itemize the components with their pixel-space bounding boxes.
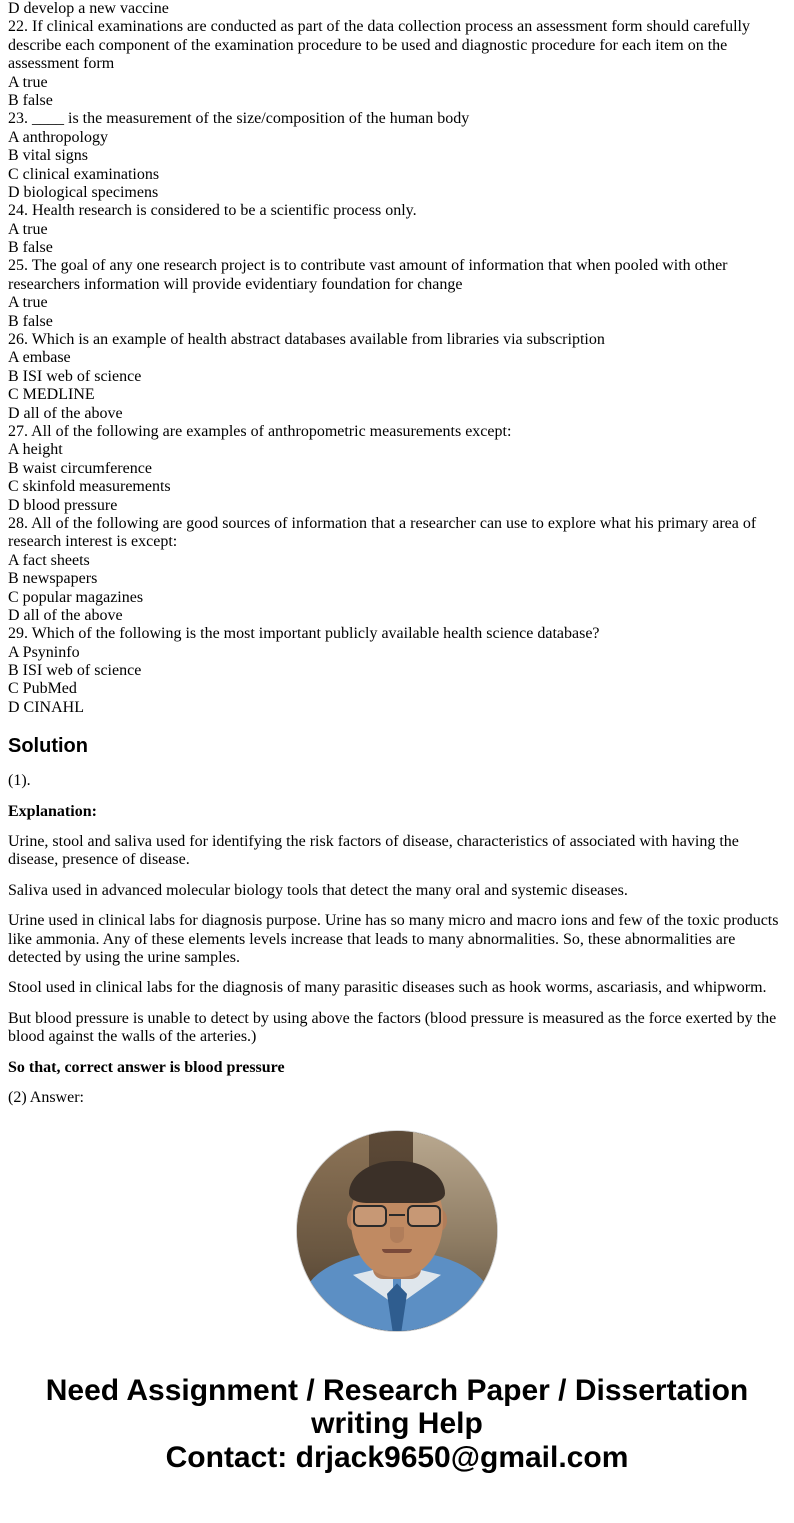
answer-label-1: (1). — [8, 772, 31, 790]
explanation-paragraph: Urine, stool and saliva used for identifying the risk factors of disease, characteristics of associated with having the disease, presence of disease. — [8, 833, 739, 869]
footer-line-1: Need Assignment / Research Paper / Dissertation — [45, 1374, 749, 1408]
option-line: A embase — [8, 349, 71, 367]
question-block-27 — [8, 423, 786, 515]
option-line: A height — [8, 441, 63, 459]
question-text: 25. The goal of any one research project is to contribute vast amount of information that when pooled with other researchers information will provide evidentiary foundation for change — [8, 257, 728, 293]
question-block-23 — [8, 110, 786, 202]
answer-label-2: (2) Answer: — [8, 1088, 84, 1106]
lens-right — [407, 1205, 441, 1227]
question-block-29 — [8, 625, 786, 717]
option-line: A fact sheets — [8, 551, 90, 569]
option-line: B false — [8, 312, 53, 330]
question-text: 22. If clinical examinations are conducted as part of the data collection process an assessment form should carefully describe each component of the examination procedure to be used and diagnostic procedure for each item on the assessment form — [8, 18, 750, 73]
option-line: B waist circumference — [8, 459, 152, 477]
option-line: C MEDLINE — [8, 386, 95, 404]
question-block-28 — [8, 515, 786, 625]
question-block-22 — [8, 18, 786, 110]
option-line: D all of the above — [8, 606, 123, 624]
option-line: B false — [8, 239, 53, 257]
option-line: A anthropology — [8, 128, 108, 146]
explanation-paragraph: Stool used in clinical labs for the diagnosis of many parasitic diseases such as hook worms, ascariasis, and whipworm. — [8, 979, 767, 997]
option-line: D blood pressure — [8, 496, 118, 514]
footer-line-2: writing Help — [311, 1406, 483, 1440]
question-block-partial — [8, 0, 786, 18]
mouth-shape — [382, 1249, 412, 1253]
avatar — [297, 1131, 497, 1331]
option-line: C skinfold measurements — [8, 478, 171, 496]
option-line: A true — [8, 220, 48, 238]
explanation-paragraph: Urine used in clinical labs for diagnosis purpose. Urine has so many micro and macro ions and few of the toxic products like ammonia. Any of these elements levels increase that leads to many abnormalities. So, these abnormalities are detected by using the urine samples. — [8, 912, 779, 966]
nose-shape — [390, 1227, 404, 1243]
footer-contact: Contact: drjack9650@gmail.com — [165, 1441, 629, 1475]
explanation-paragraph: But blood pressure is unable to detect by using above the factors (blood pressure is measured as the force exerted by the blood against the walls of the arteries.) — [8, 1009, 777, 1046]
question-text: 26. Which is an example of health abstract databases available from libraries via subscription — [8, 331, 605, 349]
option-line: C PubMed — [8, 680, 77, 698]
conclusion-text: So that, correct answer is blood pressure — [8, 1058, 285, 1076]
option-line: D CINAHL — [8, 698, 84, 716]
explanation-label: Explanation: — [8, 802, 97, 820]
solution-heading: Solution — [8, 735, 88, 758]
option-line: C popular magazines — [8, 588, 144, 606]
option-line: D all of the above — [8, 404, 123, 422]
option-line: A true — [8, 294, 48, 312]
option-line: A true — [8, 73, 48, 91]
question-block-24 — [8, 202, 786, 257]
option-line: C clinical examinations — [8, 165, 160, 183]
footer-cta — [8, 1375, 786, 1494]
glasses-icon — [353, 1205, 441, 1229]
question-text: 29. Which of the following is the most important publicly available health science database? — [8, 625, 600, 643]
option-line: B ISI web of science — [8, 367, 142, 385]
question-text: 28. All of the following are good sources of information that a researcher can use to explore what his primary area of research interest is except: — [8, 514, 757, 551]
question-block-25 — [8, 257, 786, 331]
option-line: B ISI web of science — [8, 662, 142, 680]
option-line: D biological specimens — [8, 183, 159, 201]
question-text: 23. ____ is the measurement of the size/composition of the human body — [8, 110, 470, 128]
option-line: B false — [8, 91, 53, 109]
lens-left — [353, 1205, 387, 1227]
option-line: D develop a new vaccine — [8, 0, 169, 17]
question-text: 27. All of the following are examples of anthropometric measurements except: — [8, 422, 512, 440]
avatar-container — [8, 1131, 786, 1331]
glasses-bridge — [389, 1214, 405, 1216]
option-line: A Psyninfo — [8, 643, 80, 661]
question-text: 24. Health research is considered to be a scientific process only. — [8, 202, 417, 220]
option-line: B vital signs — [8, 147, 89, 165]
explanation-paragraph: Saliva used in advanced molecular biology tools that detect the many oral and systemic diseases. — [8, 881, 628, 899]
option-line: B newspapers — [8, 570, 98, 588]
question-block-26 — [8, 331, 786, 423]
